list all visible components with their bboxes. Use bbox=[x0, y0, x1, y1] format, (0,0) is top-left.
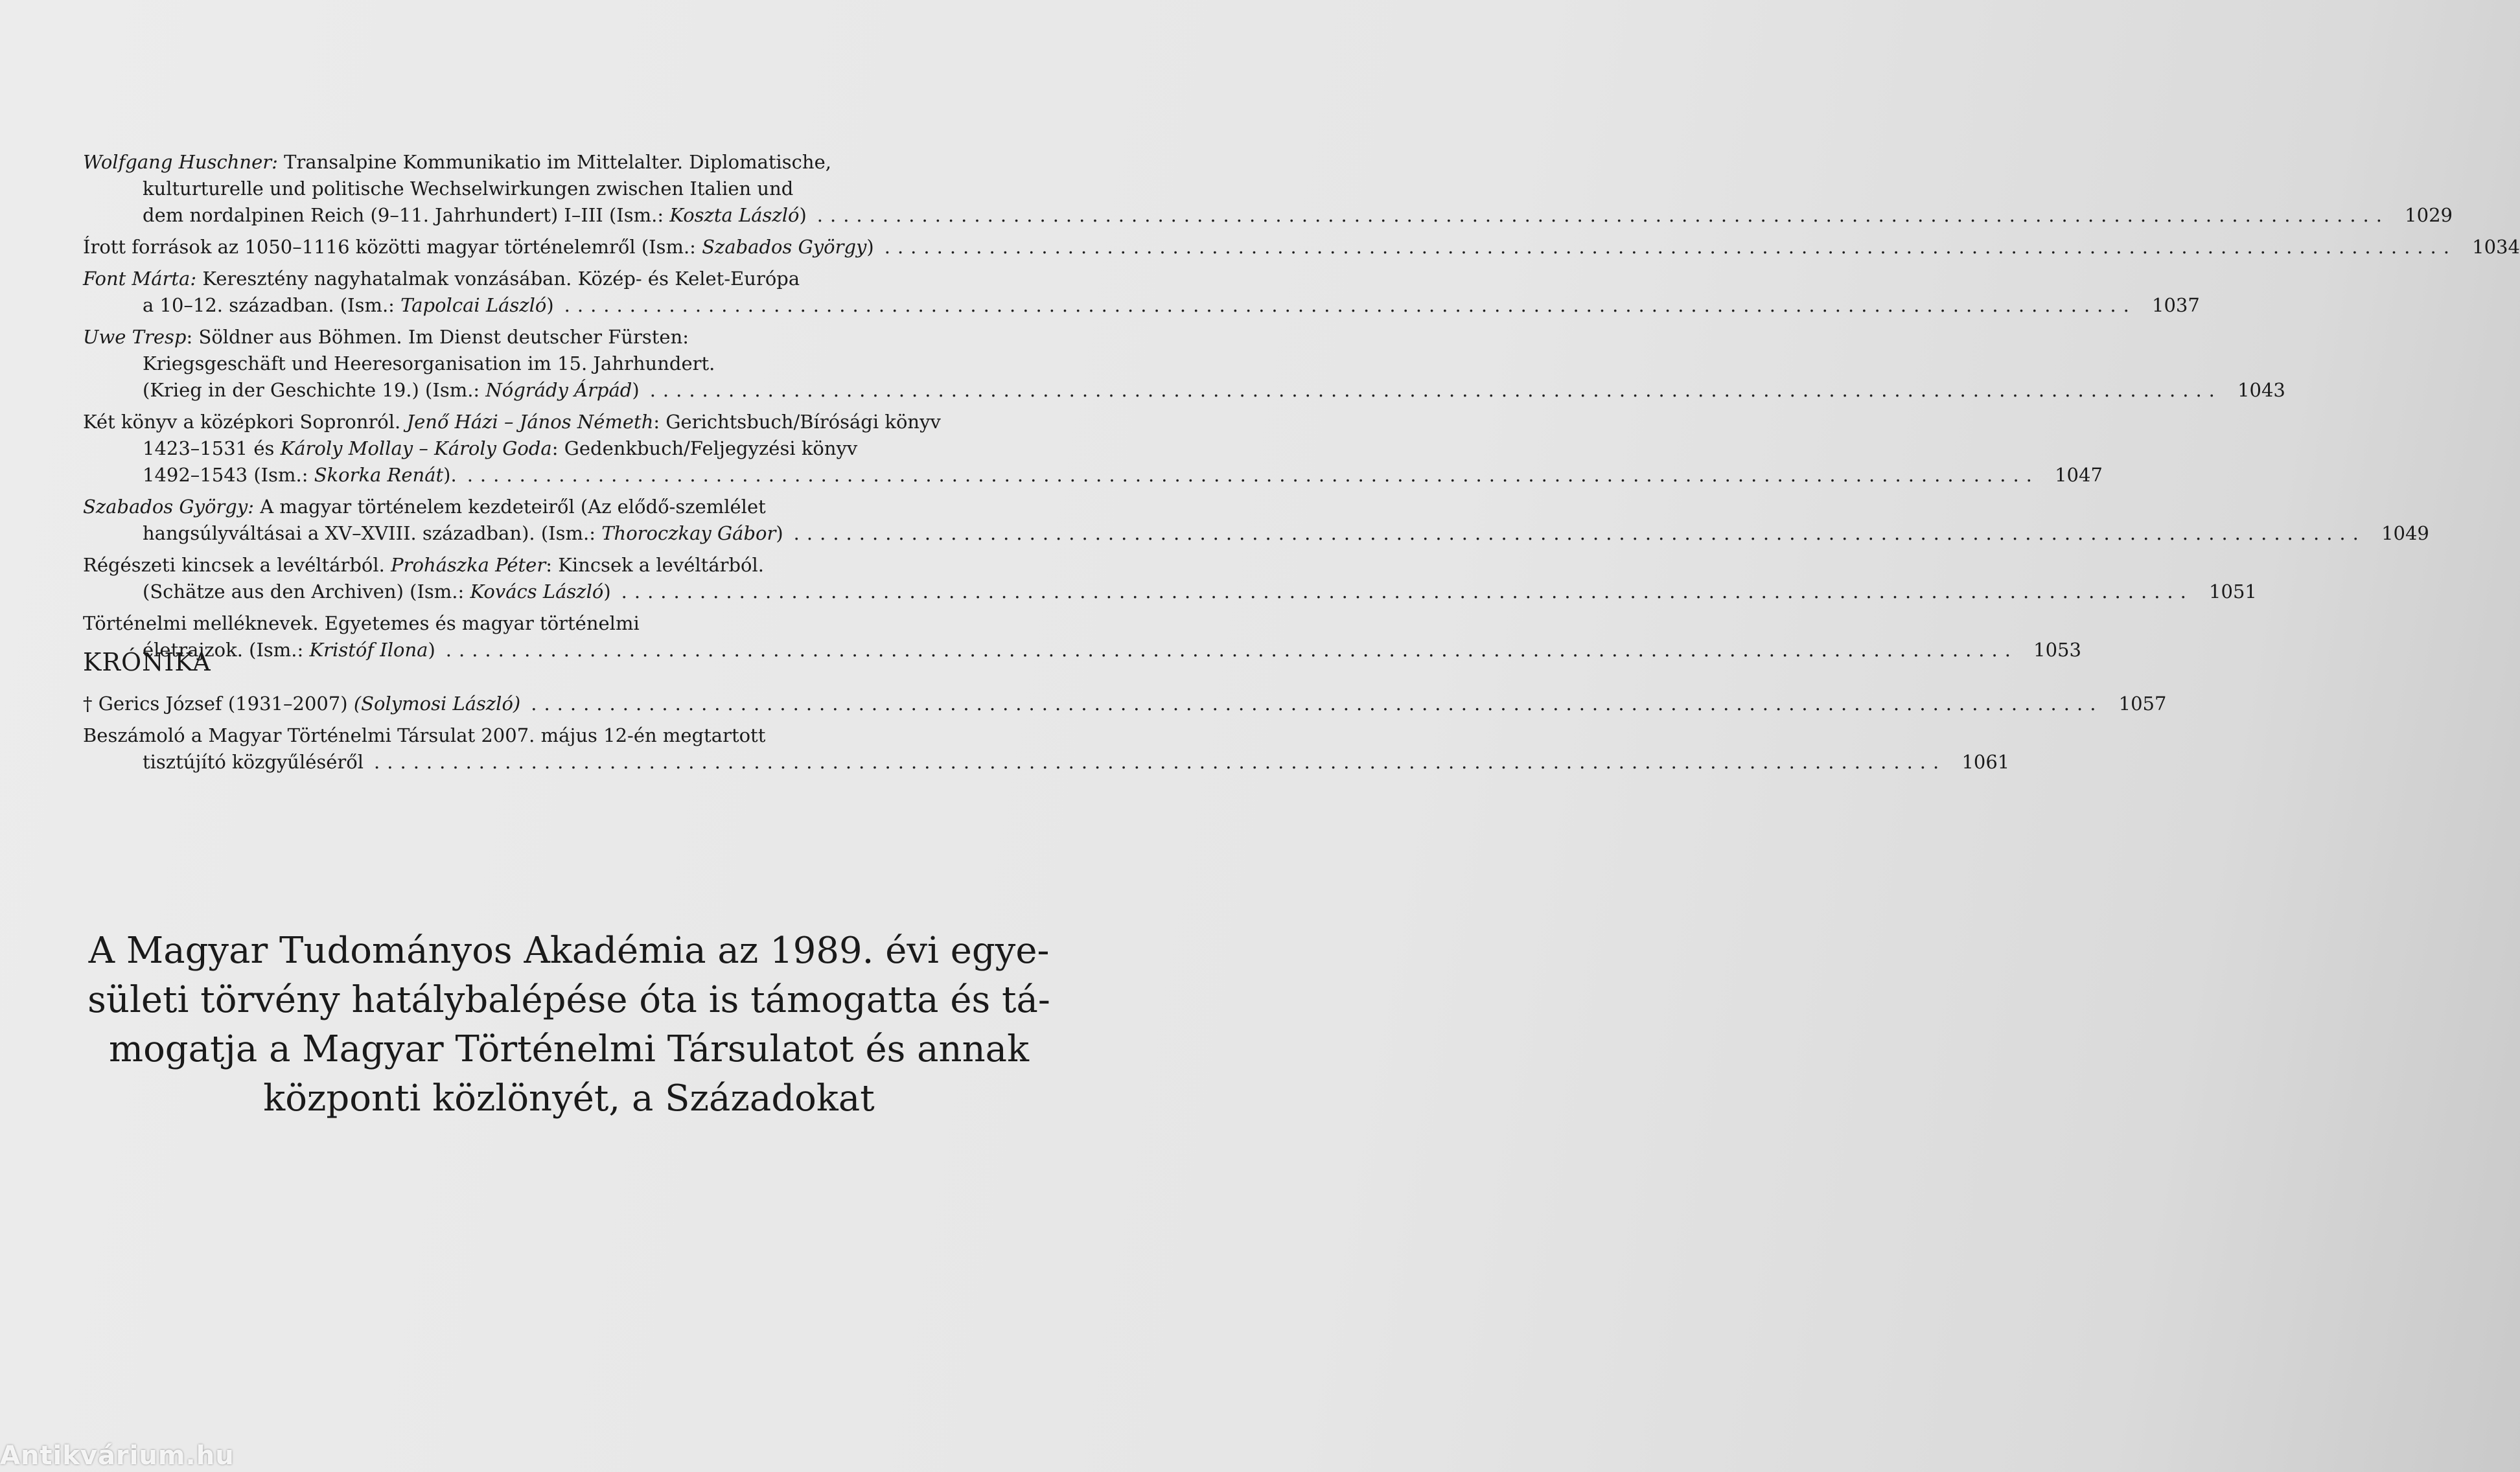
toc-entry bbox=[83, 149, 2453, 229]
entry-text: ) bbox=[866, 236, 874, 258]
author-name: Font Márta: bbox=[83, 268, 197, 290]
toc-line bbox=[83, 610, 1055, 637]
toc-entry bbox=[83, 266, 2200, 319]
entry-text: 1492–1543 (Ism.: bbox=[143, 464, 314, 486]
author-name: Uwe Tresp bbox=[83, 326, 187, 348]
toc-line bbox=[83, 351, 1055, 377]
statement-line: sületi törvény hatálybalépése óta is támogatta és tá- bbox=[87, 979, 1050, 1021]
entry-text: ) bbox=[546, 294, 554, 316]
toc-line bbox=[83, 176, 1055, 202]
reviewer-name: Nógrády Árpád bbox=[485, 379, 632, 401]
toc-line-text bbox=[143, 579, 611, 605]
watermark: Antikvárium.hu bbox=[0, 1441, 235, 1471]
entry-text: Keresztény nagyhatalmak vonzásában. Közép- és Kelet-Európa bbox=[196, 268, 800, 290]
page-number: 1057 bbox=[2118, 693, 2167, 715]
toc-line-text bbox=[143, 462, 457, 489]
statement-line: központi közlönyét, a Századokat bbox=[263, 1077, 875, 1120]
entry-text: ). bbox=[443, 464, 457, 486]
reviewer-name: Kristóf Ilona bbox=[309, 639, 428, 661]
toc-line bbox=[83, 462, 2103, 489]
entry-text: tisztújító közgyűléséről bbox=[143, 751, 364, 773]
page-number: 1034 bbox=[2472, 236, 2520, 258]
dot-leader: ........................................................................................................................ bbox=[467, 464, 2039, 486]
toc-line bbox=[83, 722, 1055, 749]
page-number: 1061 bbox=[1961, 751, 2010, 773]
entry-text: Írott források az 1050–1116 közötti magyar történelemről (Ism.: bbox=[83, 236, 702, 258]
reviewer-name: Koszta László bbox=[669, 204, 800, 226]
entry-text: (Schätze aus den Archiven) (Ism.: bbox=[143, 581, 470, 603]
toc-line-text bbox=[83, 324, 689, 351]
dot-leader: ........................................................................................................................ bbox=[445, 639, 2018, 661]
page-number: 1053 bbox=[2033, 639, 2081, 661]
page-number: 1029 bbox=[2405, 204, 2453, 226]
entry-text: életrajzok. (Ism.: bbox=[143, 639, 310, 661]
toc-line bbox=[83, 409, 1055, 435]
dot-leader: ........................................................................................................................ bbox=[649, 379, 2222, 401]
support-statement bbox=[70, 926, 1068, 1123]
entry-text: ) bbox=[776, 522, 783, 544]
dot-leader: ........................................................................................................................ bbox=[816, 204, 2389, 226]
entry-text: : Gerichtsbuch/Bírósági könyv bbox=[653, 411, 941, 433]
reviewer-name: (Solymosi László) bbox=[353, 693, 521, 715]
statement-line: mogatja a Magyar Történelmi Társulatot és annak bbox=[108, 1028, 1029, 1070]
statement-line: A Magyar Tudományos Akadémia az 1989. évi egye- bbox=[88, 930, 1050, 972]
toc-line-text bbox=[83, 494, 766, 520]
entry-text: ) bbox=[799, 204, 807, 226]
toc-line-text bbox=[143, 176, 793, 202]
toc-line-text bbox=[143, 435, 857, 462]
author-name: Wolfgang Huschner: bbox=[83, 151, 278, 173]
entry-text: : Söldner aus Böhmen. Im Dienst deutscher Fürsten: bbox=[186, 326, 689, 348]
toc-line-text bbox=[83, 409, 941, 435]
dot-leader: ........................................................................................................................ bbox=[564, 294, 2136, 316]
toc-line bbox=[83, 552, 1055, 579]
toc-line-text bbox=[83, 266, 800, 292]
toc-line-text bbox=[143, 292, 554, 319]
toc-line bbox=[83, 494, 1055, 520]
entry-text: ) bbox=[428, 639, 435, 661]
toc-line-text bbox=[143, 377, 640, 404]
page-number: 1037 bbox=[2152, 294, 2200, 316]
reviewer-name: Skorka Renát bbox=[314, 464, 444, 486]
reviewer-name: Thoroczkay Gábor bbox=[601, 522, 776, 544]
toc-line bbox=[83, 377, 2285, 404]
toc-line bbox=[83, 202, 2453, 229]
toc-line bbox=[83, 149, 1055, 176]
entry-text: † Gerics József (1931–2007) bbox=[83, 693, 354, 715]
toc-line-text bbox=[83, 610, 640, 637]
dot-leader: ........................................................................................................................ bbox=[374, 751, 1947, 773]
toc-line-text bbox=[83, 691, 520, 717]
toc-line-text bbox=[83, 552, 764, 579]
entry-text: 1423–1531 és bbox=[143, 437, 281, 459]
toc-line-text bbox=[143, 749, 364, 776]
entry-text: dem nordalpinen Reich (9–11. Jahrhundert) I–III (Ism.: bbox=[143, 204, 670, 226]
reviewer-name: Szabados György bbox=[702, 236, 867, 258]
reviewer-name: Tapolcai László bbox=[400, 294, 547, 316]
toc-line-text bbox=[83, 149, 831, 176]
entry-text: Transalpine Kommunikatio im Mittelalter. Diplomatische, bbox=[277, 151, 831, 173]
entry-text: Kriegsgeschäft und Heeresorganisation im 15. Jahrhundert. bbox=[143, 352, 715, 374]
dot-leader: ........................................................................................................................ bbox=[793, 522, 2366, 544]
entry-text: a 10–12. században. (Ism.: bbox=[143, 294, 401, 316]
toc-line-text bbox=[83, 234, 874, 260]
toc-line-text bbox=[143, 520, 783, 547]
toc-line bbox=[83, 324, 1055, 351]
entry-text: kulturturelle und politische Wechselwirkungen zwischen Italien und bbox=[143, 178, 794, 200]
toc-entry bbox=[83, 234, 2520, 260]
entry-text: ) bbox=[603, 581, 611, 603]
toc-entry bbox=[83, 691, 2167, 717]
author-name: Szabados György: bbox=[83, 496, 255, 518]
page-number: 1043 bbox=[2237, 379, 2285, 401]
author-name: Károly Mollay – Károly Goda bbox=[280, 437, 552, 459]
entry-text: Régészeti kincsek a levéltárból. bbox=[83, 554, 391, 576]
page-number: 1047 bbox=[2055, 464, 2103, 486]
toc-line bbox=[83, 234, 2520, 260]
toc-line bbox=[83, 749, 2010, 776]
page-number: 1051 bbox=[2209, 581, 2257, 603]
page-number: 1049 bbox=[2381, 522, 2429, 544]
toc-line bbox=[83, 691, 2167, 717]
toc-line-text bbox=[143, 202, 807, 229]
toc-line-text bbox=[143, 351, 715, 377]
toc-line-text bbox=[83, 722, 765, 749]
entry-text: ) bbox=[632, 379, 640, 401]
entry-text: (Krieg in der Geschichte 19.) (Ism.: bbox=[143, 379, 486, 401]
toc-line bbox=[83, 266, 1055, 292]
toc-entry bbox=[83, 409, 2103, 489]
entry-text: Történelmi melléknevek. Egyetemes és magyar történelmi bbox=[83, 612, 640, 634]
entry-text: hangsúlyváltásai a XV–XVIII. században). (Ism.: bbox=[143, 522, 602, 544]
toc-entry bbox=[83, 494, 2429, 547]
toc-entry bbox=[83, 722, 2010, 776]
review-entries bbox=[83, 149, 2520, 669]
entry-text: : Gedenkbuch/Feljegyzési könyv bbox=[551, 437, 858, 459]
toc-line bbox=[83, 435, 1055, 462]
toc-line bbox=[83, 292, 2200, 319]
entry-text: : Kincsek a levéltárból. bbox=[546, 554, 764, 576]
kronika-entries bbox=[83, 691, 2167, 776]
entry-text: Két könyv a középkori Sopronról. bbox=[83, 411, 407, 433]
entry-text: A magyar történelem kezdeteiről (Az elődő-szemlélet bbox=[254, 496, 766, 518]
author-name: Jenő Házi – János Németh bbox=[406, 411, 654, 433]
dot-leader: ........................................................................................................................ bbox=[531, 693, 2103, 715]
toc-line bbox=[83, 579, 2257, 605]
toc-line bbox=[83, 520, 2429, 547]
author-name: Prohászka Péter bbox=[391, 554, 546, 576]
kronika-heading: KRÓNIKA bbox=[83, 648, 211, 676]
reviewer-name: Kovács László bbox=[470, 581, 604, 603]
toc-entry bbox=[83, 324, 2285, 404]
toc-entry bbox=[83, 552, 2257, 605]
dot-leader: ........................................................................................................................ bbox=[884, 236, 2456, 258]
dot-leader: ........................................................................................................................ bbox=[621, 581, 2193, 603]
entry-text: Beszámoló a Magyar Történelmi Társulat 2007. május 12-én megtartott bbox=[83, 724, 766, 746]
